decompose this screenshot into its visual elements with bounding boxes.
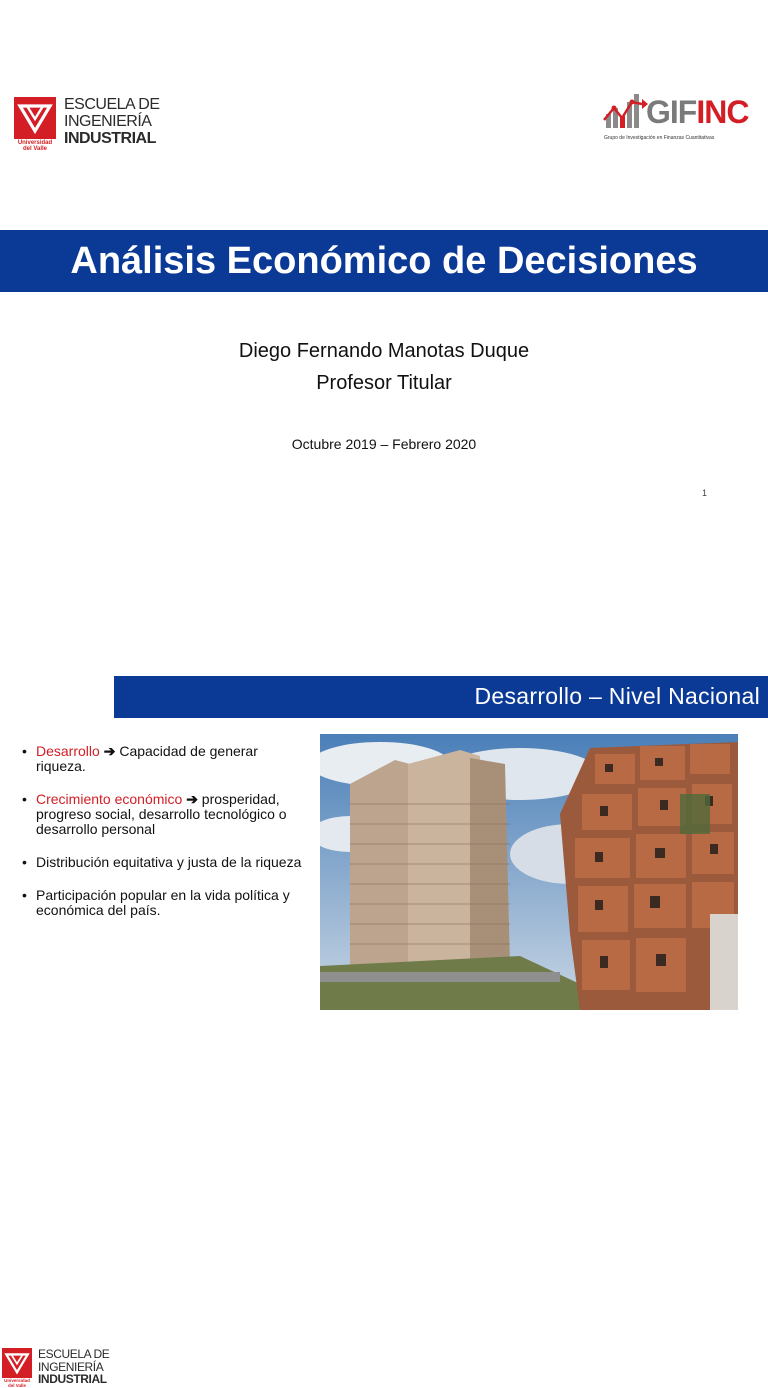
arrow-icon: ➔ <box>186 791 198 807</box>
title-slide <box>0 0 768 576</box>
gifinc-wordmark: GIFINC <box>646 94 749 130</box>
list-item <box>22 888 302 918</box>
author-role: Profesor Titular <box>316 372 452 394</box>
arrow-icon: ➔ <box>103 743 116 759</box>
list-item <box>22 792 302 837</box>
course-dates: Octubre 2019 – Febrero 2020 <box>291 436 477 452</box>
slide-gap <box>0 576 768 672</box>
univalle-name: Universidad del Valle <box>4 1378 30 1388</box>
bullet-highlight: Crecimiento económico <box>36 791 183 807</box>
univalle-emblem-icon <box>14 97 56 139</box>
list-item <box>22 744 302 774</box>
title-band <box>0 230 768 292</box>
univalle-mark <box>2 1348 32 1388</box>
bullet-dot: • <box>22 854 27 870</box>
page-number: 1 <box>702 488 708 498</box>
author-name: Diego Fernando Manotas Duque <box>238 340 530 362</box>
list-item <box>22 855 302 870</box>
bullet-dot: • <box>22 743 27 759</box>
univalle-logo <box>14 97 159 153</box>
bullet-text: Capacidad de generar riqueza. <box>36 743 258 774</box>
gifinc-logo <box>602 90 754 146</box>
bullet-dot: • <box>22 887 27 903</box>
slide-header-band <box>114 676 768 718</box>
slide-title: Análisis Económico de Decisiones <box>70 239 698 282</box>
slide-header-title: Desarrollo – Nivel Nacional <box>474 683 760 709</box>
bullet-text: prosperidad, progreso social, desarrollo tecnológico o desarrollo personal <box>36 791 287 837</box>
bullet-list <box>22 744 302 936</box>
gifinc-subtitle: Grupo de Investigación en Finanzas Cuantitativas <box>604 135 715 141</box>
univalle-emblem-icon <box>2 1348 32 1378</box>
univalle-name: Universidad del Valle <box>17 140 53 153</box>
bullet-text: Distribución equitativa y justa de la riqueza <box>36 854 302 870</box>
school-name: ESCUELA DE INGENIERÍA INDUSTRIAL <box>38 1347 110 1387</box>
bullet-text: Participación popular en la vida política y económica del país. <box>36 887 290 918</box>
univalle-logo <box>2 1348 109 1388</box>
bullet-highlight: Desarrollo <box>36 743 100 759</box>
city-contrast-photo <box>320 734 738 1010</box>
city-contrast-image <box>320 734 738 1010</box>
bullet-dot: • <box>22 791 27 807</box>
school-name: ESCUELA DE INGENIERÍA INDUSTRIAL <box>64 96 160 147</box>
gifinc-bars-icon <box>602 90 650 136</box>
univalle-mark <box>14 97 56 153</box>
